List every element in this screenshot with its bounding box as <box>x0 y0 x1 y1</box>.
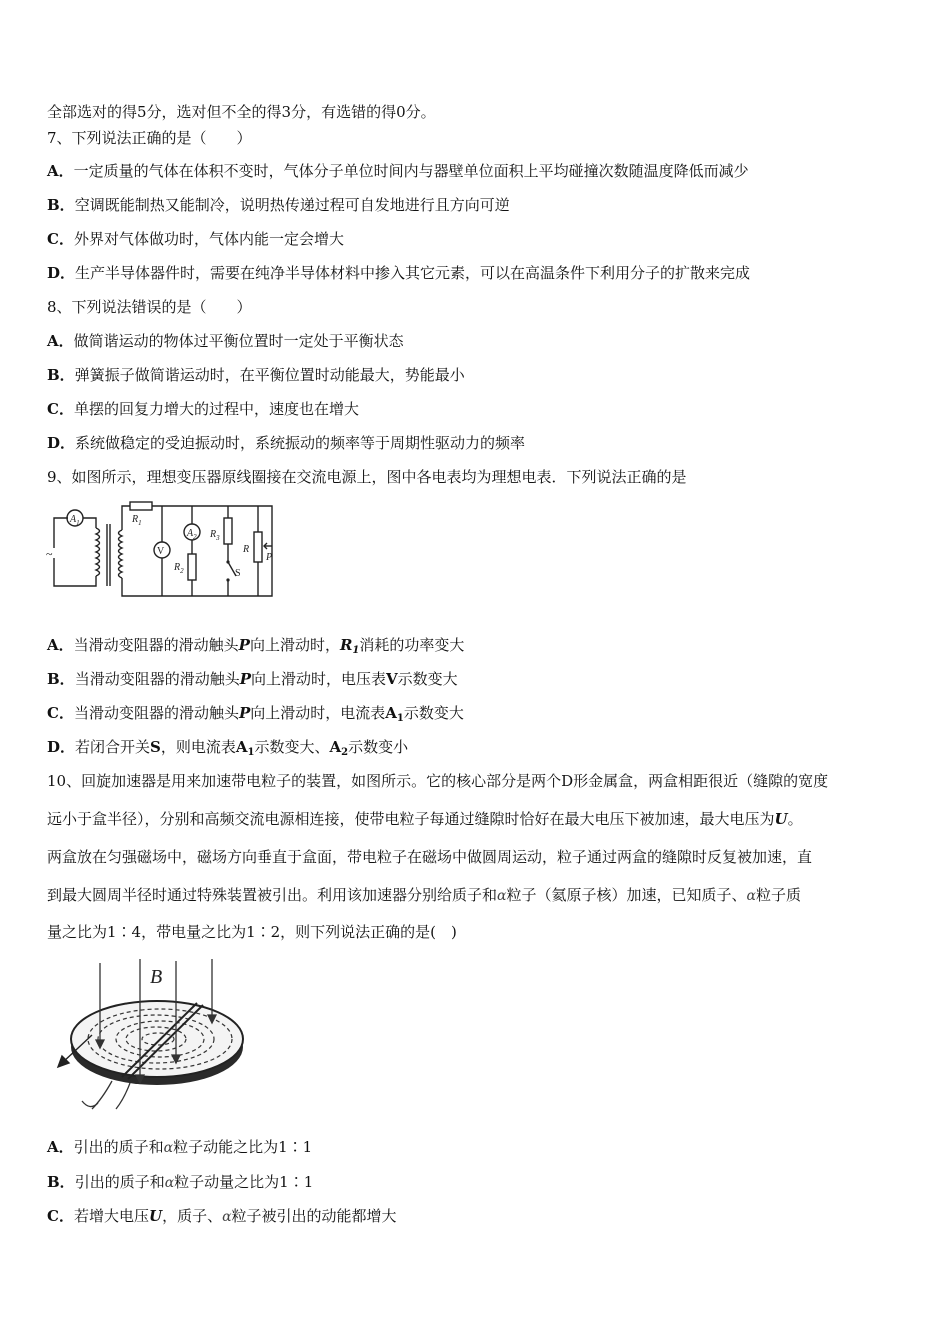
symbol-s: S <box>150 738 161 756</box>
option-text: 空调既能制热又能制冷，说明热传递过程可自发地进行且方向可逆 <box>74 196 510 214</box>
q10-option-b <box>47 1172 313 1193</box>
q10-option-a <box>47 1137 312 1158</box>
resistor-r1-label: $R_1$ <box>132 514 142 527</box>
option-text: 示数变小 <box>348 738 409 756</box>
option-text: 引出的质子和 <box>74 1173 165 1191</box>
voltmeter-label: V <box>157 546 165 557</box>
symbol-u: U <box>774 810 788 828</box>
q7-option-d <box>47 263 750 283</box>
slider-p-label: P <box>266 552 273 563</box>
option-text: 向上滑动时， <box>249 636 340 654</box>
option-text: 向上滑动时，电压表 <box>250 670 386 688</box>
symbol-p: P <box>239 670 251 688</box>
symbol-u: U <box>148 1207 163 1225</box>
option-text: ，质子、 <box>162 1207 223 1225</box>
q10-stem-line-1: 10、回旋加速器是用来加速带电粒子的装置，如图所示。它的核心部分是两个D形金属盒，两盒相距很近（缝隙的宽度 <box>47 772 829 790</box>
option-label: D． <box>47 264 76 282</box>
option-label: B． <box>47 196 75 214</box>
option-label: B． <box>47 670 75 688</box>
option-label: A． <box>47 162 74 180</box>
alpha-symbol: α <box>163 1140 174 1156</box>
option-text: 向上滑动时，电流表 <box>250 704 386 722</box>
symbol-r1: $R_1$ <box>339 636 360 656</box>
symbol-a1: $A_1$ <box>235 738 255 758</box>
q10-stem-line-4: 到最大圆周半径时通过特殊装置被引出。利用该加速器分别给质子和α粒子（氦原子核）加速，已知质子、α粒子质 <box>47 886 801 904</box>
q9-option-d <box>47 737 408 763</box>
q8-option-d <box>47 433 525 453</box>
symbol-v: V <box>386 670 398 688</box>
option-text: 示数变大、 <box>254 738 330 756</box>
q9-stem: 9、如图所示，理想变压器原线圈接在交流电源上，图中各电表均为理想电表．下列说法正确的是 <box>47 468 687 486</box>
resistor-r2-label: $R_2$ <box>174 562 184 575</box>
instruction-text: 全部选对的得5分，选对但不全的得3分，有选错的得0分。 <box>47 103 436 121</box>
alpha-symbol: α <box>222 1209 232 1225</box>
option-text: 系统做稳定的受迫振动时，系统振动的频率等于周期性驱动力的频率 <box>75 434 526 452</box>
option-text: 生产半导体器件时，需要在纯净半导体材料中掺入其它元素，可以在高温条件下利用分子的扩散来完成 <box>75 264 751 282</box>
alpha-symbol: α <box>746 888 756 904</box>
option-text: 粒子动能之比为1∶1 <box>173 1138 313 1156</box>
option-label: D． <box>47 434 76 452</box>
q7-stem: 7、下列说法正确的是（ ） <box>47 129 252 147</box>
option-text: 当滑动变阻器的滑动触头 <box>73 704 239 722</box>
option-label: C． <box>47 1207 74 1225</box>
option-text: 外界对气体做功时，气体内能一定会增大 <box>73 230 344 248</box>
ammeter-a2-label: $A_2$ <box>187 528 197 541</box>
symbol-a2: $A_2$ <box>329 738 349 758</box>
option-text: 示数变大 <box>397 670 458 688</box>
rheostat-label: R <box>243 544 250 555</box>
option-label: A． <box>47 636 74 654</box>
q8-option-c <box>47 399 359 419</box>
transformer-circuit-diagram <box>42 500 282 604</box>
option-text: 粒子被引出的动能都增大 <box>231 1207 397 1225</box>
option-text: 引出的质子和 <box>73 1138 164 1156</box>
ammeter-a1-label: $A_1$ <box>70 514 80 527</box>
alpha-symbol: α <box>497 888 507 904</box>
ac-source-symbol: ~ <box>46 547 53 561</box>
option-text: 消耗的功率变大 <box>359 636 465 654</box>
option-label: B． <box>47 366 75 384</box>
option-label: A． <box>47 1138 74 1156</box>
option-text: 单摆的回复力增大的过程中，速度也在增大 <box>73 400 359 418</box>
alpha-symbol: α <box>164 1175 175 1191</box>
option-text: 做简谐运动的物体过平衡位置时一定处于平衡状态 <box>73 332 404 350</box>
q8-option-a <box>47 331 404 351</box>
magnetic-field-b-label: B <box>150 966 163 988</box>
option-text: 若闭合开关 <box>75 738 151 756</box>
option-label: C． <box>47 230 74 248</box>
option-text: 当滑动变阻器的滑动触头 <box>74 670 240 688</box>
resistor-r3-label: $R_3$ <box>210 529 220 542</box>
option-text: 弹簧振子做简谐运动时，在平衡位置时动能最大，势能最小 <box>74 366 465 384</box>
switch-label: S <box>235 568 241 579</box>
q9-option-b <box>47 669 458 689</box>
q10-stem-line-3: 两盒放在匀强磁场中，磁场方向垂直于盒面，带电粒子在磁场中做圆周运动，粒子通过两盒的缝隙时反复被加速，直 <box>47 848 813 866</box>
option-label: C． <box>47 704 74 722</box>
option-label: B． <box>47 1173 75 1191</box>
q7-option-a <box>47 161 749 181</box>
option-text: 粒子动量之比为1∶1 <box>174 1173 314 1191</box>
q7-option-b <box>47 195 510 215</box>
q10-option-c <box>47 1206 397 1227</box>
option-text: 当滑动变阻器的滑动触头 <box>73 636 239 654</box>
option-label: D． <box>47 738 76 756</box>
q9-option-c <box>47 703 464 729</box>
symbol-p: P <box>238 704 251 722</box>
option-text: ，则电流表 <box>160 738 236 756</box>
symbol-p: P <box>238 636 250 654</box>
q9-option-a <box>47 635 464 661</box>
q8-option-b <box>47 365 465 385</box>
q10-stem-line-2: 远小于盒半径），分别和高频交流电源相连接，使带电粒子每通过缝隙时恰好在最大电压下被加速，最大电压为U。 <box>47 810 803 828</box>
q7-option-c <box>47 229 344 249</box>
q8-stem: 8、下列说法错误的是（ ） <box>47 298 252 316</box>
symbol-a1: $A_1$ <box>385 704 404 724</box>
option-label: C． <box>47 400 74 418</box>
option-text: 若增大电压 <box>73 1207 149 1225</box>
option-text: 示数变大 <box>403 704 464 722</box>
option-label: A． <box>47 332 74 350</box>
cyclotron-diagram <box>52 955 252 1120</box>
option-text: 一定质量的气体在体积不变时，气体分子单位时间内与器壁单位面积上平均碰撞次数随温度降低而减少 <box>73 162 749 180</box>
q10-stem-line-5: 量之比为1∶4，带电量之比为1∶2，则下列说法正确的是( ) <box>47 923 457 941</box>
